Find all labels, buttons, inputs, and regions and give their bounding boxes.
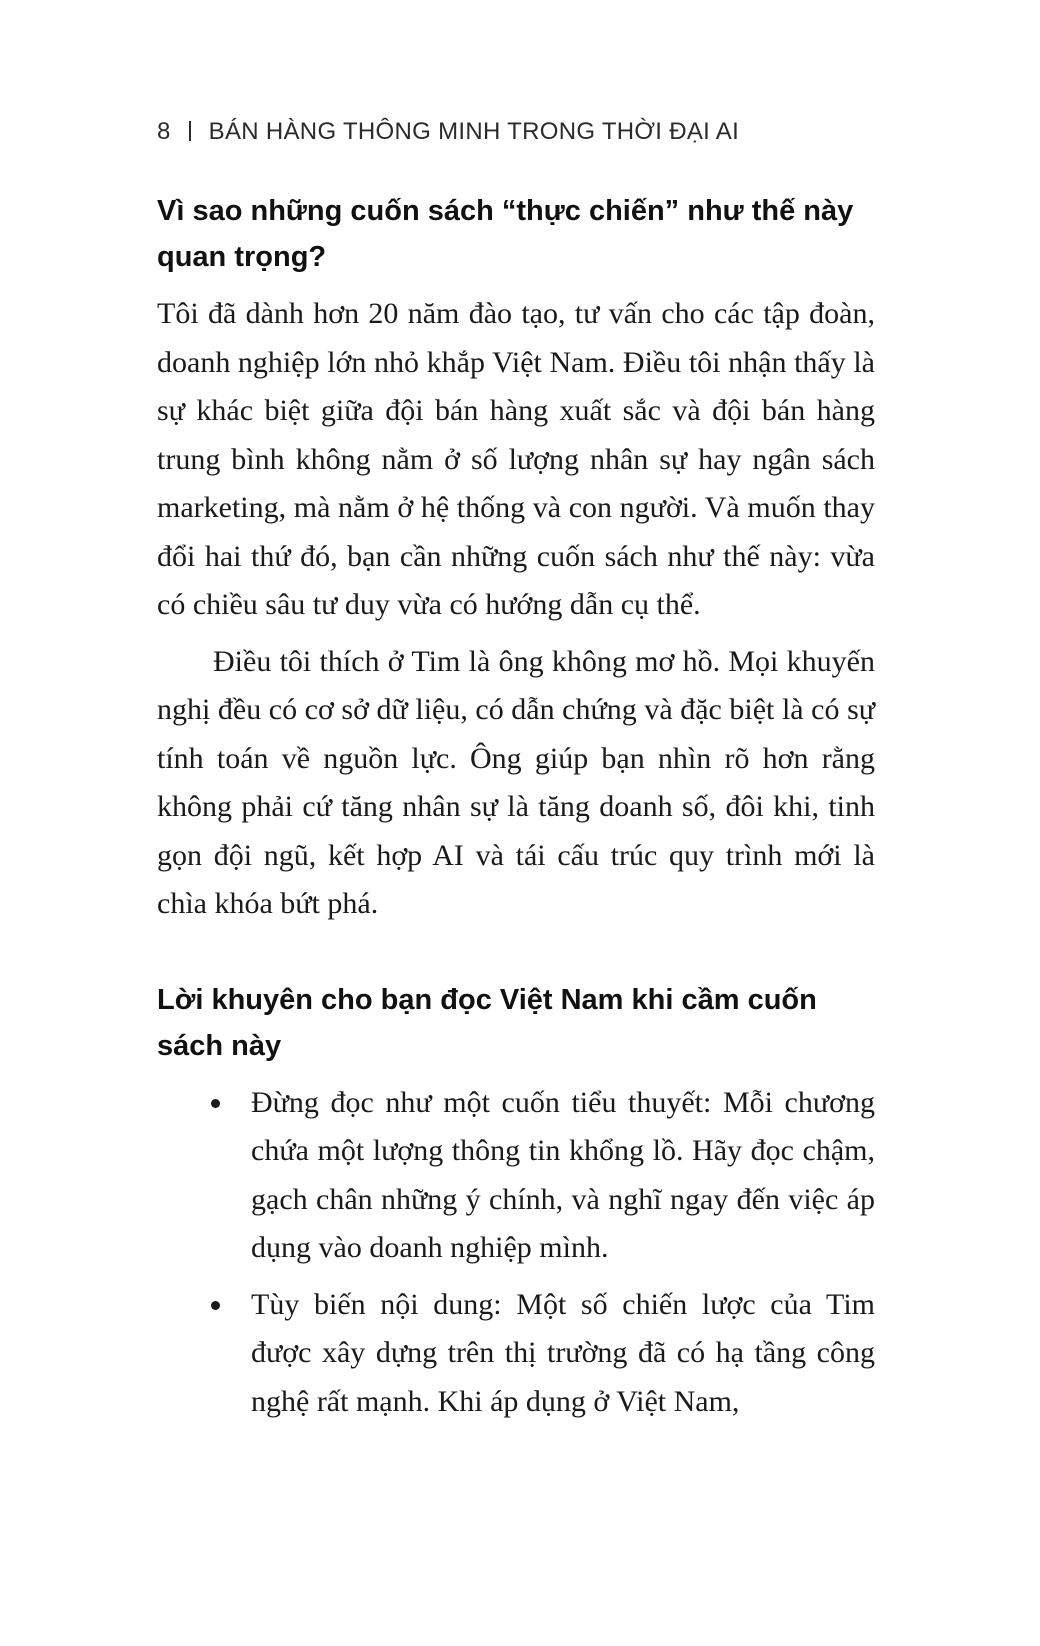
book-title: BÁN HÀNG THÔNG MINH TRONG THỜI ĐẠI AI (208, 118, 740, 145)
section-heading-why-practical-books: Vì sao những cuốn sách “thực chiến” như thế này quan trọng? (157, 195, 854, 273)
bullet-icon (211, 1301, 220, 1310)
bullet-icon (211, 1099, 220, 1108)
header-separator (189, 121, 191, 141)
page-number: 8 (157, 118, 171, 145)
page-content (157, 188, 875, 1434)
list-item-text: Đừng đọc như một cuốn tiểu thuyết: Mỗi chương chứa một lượng thông tin khổng lồ. Hãy đọc chậm, gạch chân những ý chính, và nghĩ ngay đến việc áp dụng vào doanh nghiệp mình. (251, 1085, 875, 1264)
list-item (157, 1281, 875, 1427)
section-heading-advice: Lời khuyên cho bạn đọc Việt Nam khi cầm cuốn sách này (157, 983, 817, 1062)
list-item (157, 1079, 875, 1273)
paragraph-experience: Tôi đã dành hơn 20 năm đào tạo, tư vấn cho các tập đoàn, doanh nghiệp lớn nhỏ khắp Việt Nam. Điều tôi nhận thấy là sự khác biệt giữa đội bán hàng xuất sắc và đội bán hàng trung bình không nằm ở số lượng nhân sự hay ngân sách marketing, mà nằm ở hệ thống và con người. Và muốn thay đổi hai thứ đó, bạn cần những cuốn sách như thế này: vừa có chiều sâu tư duy vừa có hướng dẫn cụ thể. (157, 297, 875, 621)
paragraph-about-tim: Điều tôi thích ở Tim là ông không mơ hồ. Mọi khuyến nghị đều có cơ sở dữ liệu, có dẫn chứng và đặc biệt là có sự tính toán về nguồn lực. Ông giúp bạn nhìn rõ hơn rằng không phải cứ tăng nhân sự là tăng doanh số, đôi khi, tinh gọn đội ngũ, kết hợp AI và tái cấu trúc quy trình mới là chìa khóa bứt phá. (157, 644, 875, 920)
advice-list (157, 1079, 875, 1427)
running-header (157, 118, 739, 146)
list-item-text: Tùy biến nội dung: Một số chiến lược của Tim được xây dựng trên thị trường đã có hạ tầng công nghệ rất mạnh. Khi áp dụng ở Việt Nam, (251, 1287, 875, 1418)
